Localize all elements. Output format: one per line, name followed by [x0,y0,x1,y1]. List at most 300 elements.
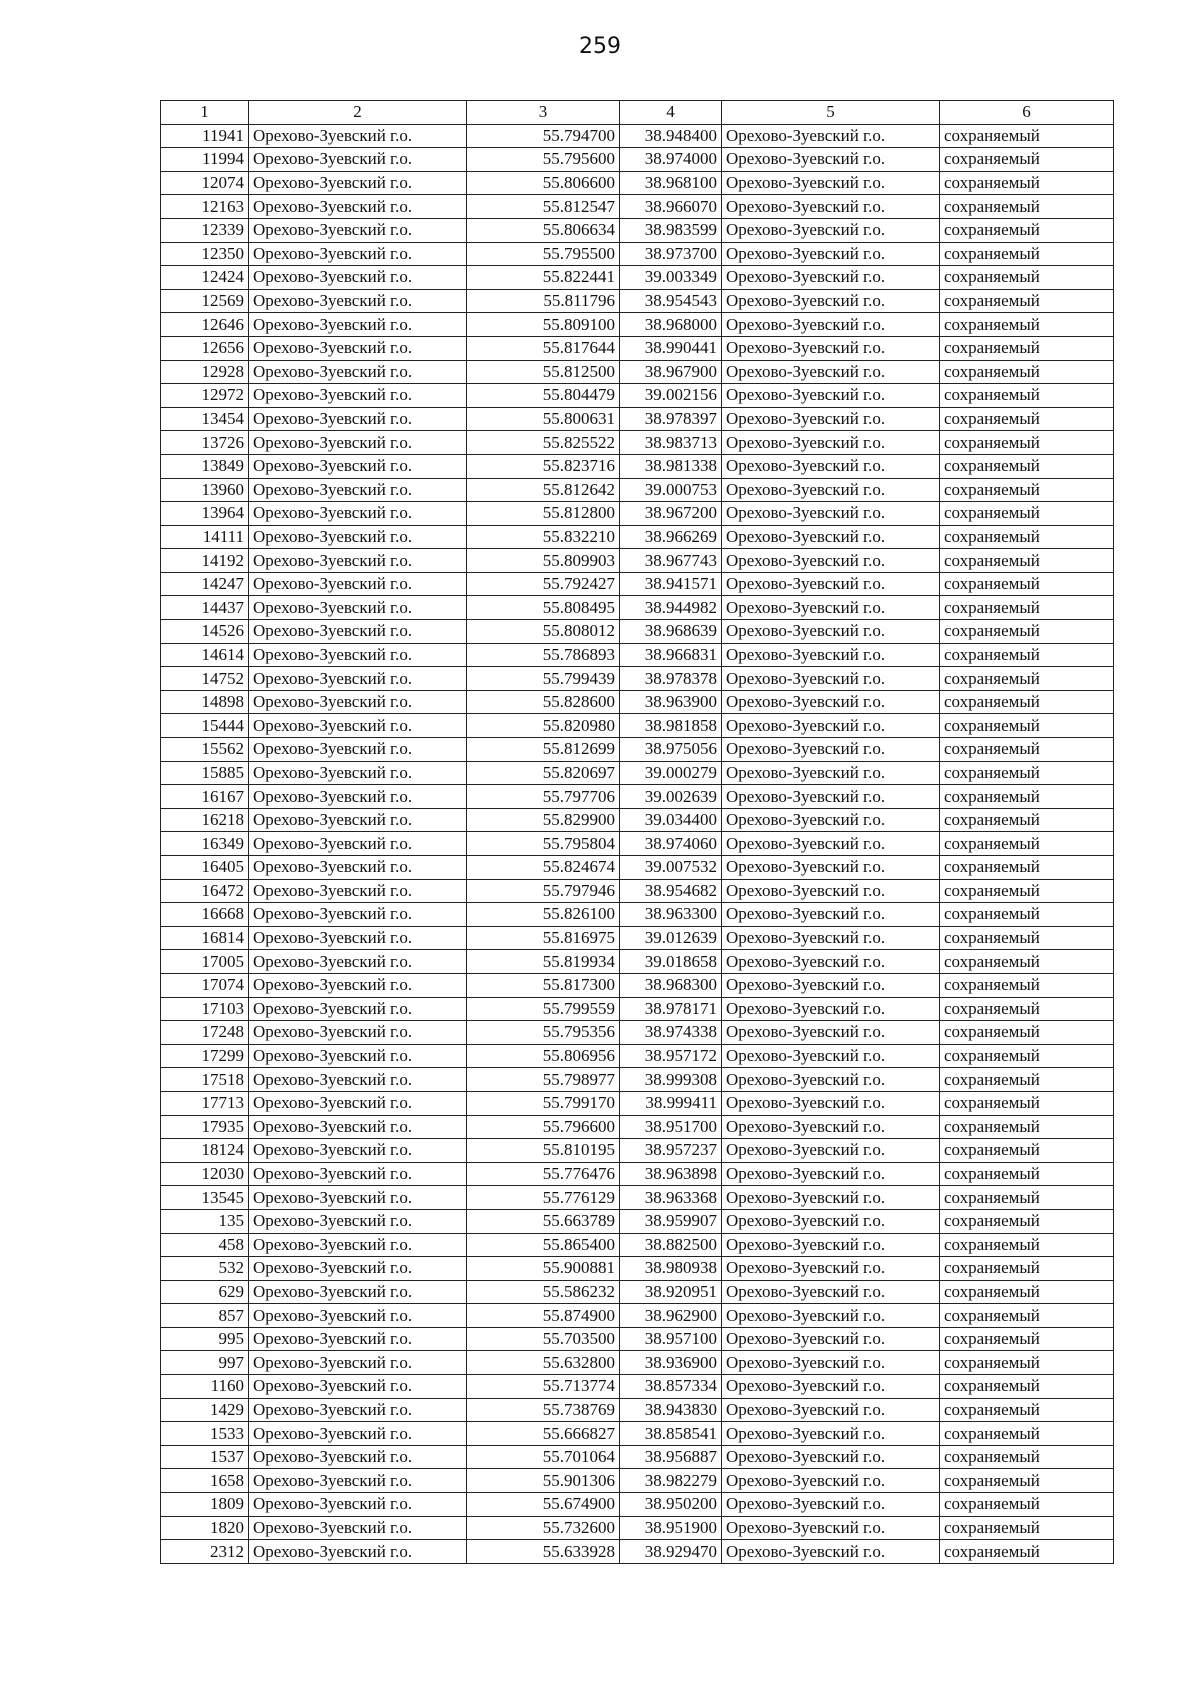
settlement-cell: Орехово-Зуевский г.о. [722,856,940,880]
row-number-cell: 15444 [161,714,249,738]
settlement-cell: Орехово-Зуевский г.о. [722,148,940,172]
longitude-cell: 38.857334 [620,1375,722,1399]
longitude-cell: 39.007532 [620,856,722,880]
longitude-cell: 38.959907 [620,1209,722,1233]
status-cell: сохраняемый [940,454,1114,478]
municipality-cell: Орехово-Зуевский г.о. [249,171,467,195]
status-cell: сохраняемый [940,336,1114,360]
row-number-cell: 13454 [161,407,249,431]
table-row [161,1139,1114,1163]
table-row [161,360,1114,384]
row-number-cell: 16814 [161,926,249,950]
longitude-cell: 38.966269 [620,525,722,549]
longitude-cell: 38.943830 [620,1398,722,1422]
latitude-cell: 55.796600 [467,1115,620,1139]
longitude-cell: 38.983599 [620,218,722,242]
column-header: 3 [467,101,620,125]
longitude-cell: 38.978378 [620,667,722,691]
table-row [161,1233,1114,1257]
table-row [161,1257,1114,1281]
latitude-cell: 55.810195 [467,1139,620,1163]
municipality-cell: Орехово-Зуевский г.о. [249,549,467,573]
status-cell: сохраняемый [940,1044,1114,1068]
latitude-cell: 55.776476 [467,1162,620,1186]
settlement-cell: Орехово-Зуевский г.о. [722,1209,940,1233]
row-number-cell: 11941 [161,124,249,148]
table-row [161,171,1114,195]
latitude-cell: 55.794700 [467,124,620,148]
longitude-cell: 38.975056 [620,738,722,762]
longitude-cell: 38.968100 [620,171,722,195]
column-header: 1 [161,101,249,125]
status-cell: сохраняемый [940,690,1114,714]
longitude-cell: 38.941571 [620,572,722,596]
status-cell: сохраняемый [940,289,1114,313]
row-number-cell: 12030 [161,1162,249,1186]
status-cell: сохраняемый [940,950,1114,974]
row-number-cell: 1533 [161,1422,249,1446]
status-cell: сохраняемый [940,667,1114,691]
municipality-cell: Орехово-Зуевский г.о. [249,1021,467,1045]
settlement-cell: Орехово-Зуевский г.о. [722,407,940,431]
latitude-cell: 55.799439 [467,667,620,691]
longitude-cell: 39.000279 [620,761,722,785]
row-number-cell: 14111 [161,525,249,549]
table-row [161,1280,1114,1304]
status-cell: сохраняемый [940,1516,1114,1540]
table-row [161,407,1114,431]
longitude-cell: 38.983713 [620,431,722,455]
municipality-cell: Орехово-Зуевский г.о. [249,384,467,408]
settlement-cell: Орехово-Зуевский г.о. [722,1021,940,1045]
latitude-cell: 55.800631 [467,407,620,431]
status-cell: сохраняемый [940,148,1114,172]
longitude-cell: 38.973700 [620,242,722,266]
settlement-cell: Орехово-Зуевский г.о. [722,690,940,714]
table-row [161,266,1114,290]
table-row [161,1422,1114,1446]
latitude-cell: 55.795804 [467,832,620,856]
longitude-cell: 38.966831 [620,643,722,667]
latitude-cell: 55.808495 [467,596,620,620]
latitude-cell: 55.792427 [467,572,620,596]
settlement-cell: Орехово-Зуевский г.о. [722,289,940,313]
status-cell: сохраняемый [940,431,1114,455]
longitude-cell: 38.966070 [620,195,722,219]
municipality-cell: Орехово-Зуевский г.о. [249,1398,467,1422]
row-number-cell: 1809 [161,1493,249,1517]
longitude-cell: 38.968639 [620,620,722,644]
settlement-cell: Орехово-Зуевский г.о. [722,1091,940,1115]
latitude-cell: 55.809903 [467,549,620,573]
longitude-cell: 38.978171 [620,997,722,1021]
row-number-cell: 18124 [161,1139,249,1163]
municipality-cell: Орехово-Зуевский г.о. [249,1327,467,1351]
municipality-cell: Орехово-Зуевский г.о. [249,879,467,903]
longitude-cell: 38.980938 [620,1257,722,1281]
longitude-cell: 38.967743 [620,549,722,573]
municipality-cell: Орехово-Зуевский г.о. [249,903,467,927]
latitude-cell: 55.809100 [467,313,620,337]
municipality-cell: Орехово-Зуевский г.о. [249,973,467,997]
table-row [161,1375,1114,1399]
status-cell: сохраняемый [940,785,1114,809]
longitude-cell: 38.981338 [620,454,722,478]
longitude-cell: 38.981858 [620,714,722,738]
longitude-cell: 39.034400 [620,808,722,832]
row-number-cell: 12424 [161,266,249,290]
status-cell: сохраняемый [940,926,1114,950]
settlement-cell: Орехово-Зуевский г.о. [722,1375,940,1399]
row-number-cell: 16167 [161,785,249,809]
municipality-cell: Орехово-Зуевский г.о. [249,431,467,455]
row-number-cell: 532 [161,1257,249,1281]
municipality-cell: Орехово-Зуевский г.о. [249,218,467,242]
municipality-cell: Орехово-Зуевский г.о. [249,1115,467,1139]
municipality-cell: Орехово-Зуевский г.о. [249,1044,467,1068]
latitude-cell: 55.816975 [467,926,620,950]
municipality-cell: Орехово-Зуевский г.о. [249,1068,467,1092]
municipality-cell: Орехово-Зуевский г.о. [249,738,467,762]
longitude-cell: 38.944982 [620,596,722,620]
header-row [161,101,1114,125]
table-row [161,761,1114,785]
table-row [161,620,1114,644]
row-number-cell: 12339 [161,218,249,242]
latitude-cell: 55.822441 [467,266,620,290]
row-number-cell: 2312 [161,1540,249,1564]
status-cell: сохраняемый [940,879,1114,903]
settlement-cell: Орехово-Зуевский г.о. [722,1233,940,1257]
status-cell: сохраняемый [940,643,1114,667]
status-cell: сохраняемый [940,1021,1114,1045]
latitude-cell: 55.825522 [467,431,620,455]
table-row [161,1304,1114,1328]
municipality-cell: Орехово-Зуевский г.о. [249,1304,467,1328]
municipality-cell: Орехово-Зуевский г.о. [249,1469,467,1493]
settlement-cell: Орехово-Зуевский г.о. [722,1186,940,1210]
municipality-cell: Орехово-Зуевский г.о. [249,407,467,431]
municipality-cell: Орехово-Зуевский г.о. [249,926,467,950]
municipality-cell: Орехово-Зуевский г.о. [249,1445,467,1469]
latitude-cell: 55.817644 [467,336,620,360]
row-number-cell: 995 [161,1327,249,1351]
row-number-cell: 135 [161,1209,249,1233]
latitude-cell: 55.703500 [467,1327,620,1351]
table-row [161,1186,1114,1210]
row-number-cell: 13545 [161,1186,249,1210]
row-number-cell: 13849 [161,454,249,478]
table-row [161,903,1114,927]
table-row [161,1021,1114,1045]
municipality-cell: Орехово-Зуевский г.о. [249,242,467,266]
table-row [161,502,1114,526]
table-row [161,1540,1114,1564]
table-row [161,289,1114,313]
settlement-cell: Орехово-Зуевский г.о. [722,1257,940,1281]
settlement-cell: Орехово-Зуевский г.о. [722,1068,940,1092]
longitude-cell: 38.967900 [620,360,722,384]
status-cell: сохраняемый [940,1209,1114,1233]
municipality-cell: Орехово-Зуевский г.о. [249,643,467,667]
latitude-cell: 55.795500 [467,242,620,266]
row-number-cell: 16218 [161,808,249,832]
longitude-cell: 38.974000 [620,148,722,172]
municipality-cell: Орехово-Зуевский г.о. [249,572,467,596]
latitude-cell: 55.795600 [467,148,620,172]
table-row [161,738,1114,762]
latitude-cell: 55.797706 [467,785,620,809]
row-number-cell: 16668 [161,903,249,927]
longitude-cell: 38.951900 [620,1516,722,1540]
row-number-cell: 12656 [161,336,249,360]
row-number-cell: 15885 [161,761,249,785]
municipality-cell: Орехово-Зуевский г.о. [249,714,467,738]
settlement-cell: Орехово-Зуевский г.о. [722,1469,940,1493]
settlement-cell: Орехово-Зуевский г.о. [722,1044,940,1068]
table-row [161,667,1114,691]
latitude-cell: 55.811796 [467,289,620,313]
status-cell: сохраняемый [940,124,1114,148]
latitude-cell: 55.806600 [467,171,620,195]
latitude-cell: 55.806634 [467,218,620,242]
settlement-cell: Орехово-Зуевский г.о. [722,1280,940,1304]
row-number-cell: 1160 [161,1375,249,1399]
longitude-cell: 38.956887 [620,1445,722,1469]
table-row [161,1469,1114,1493]
column-header: 5 [722,101,940,125]
municipality-cell: Орехово-Зуевский г.о. [249,502,467,526]
longitude-cell: 39.002156 [620,384,722,408]
row-number-cell: 11994 [161,148,249,172]
status-cell: сохраняемый [940,1398,1114,1422]
settlement-cell: Орехово-Зуевский г.о. [722,431,940,455]
latitude-cell: 55.776129 [467,1186,620,1210]
row-number-cell: 1429 [161,1398,249,1422]
row-number-cell: 14614 [161,643,249,667]
municipality-cell: Орехово-Зуевский г.о. [249,690,467,714]
settlement-cell: Орехово-Зуевский г.о. [722,266,940,290]
settlement-cell: Орехово-Зуевский г.о. [722,218,940,242]
row-number-cell: 12972 [161,384,249,408]
settlement-cell: Орехово-Зуевский г.о. [722,171,940,195]
latitude-cell: 55.799170 [467,1091,620,1115]
longitude-cell: 38.968000 [620,313,722,337]
status-cell: сохраняемый [940,761,1114,785]
settlement-cell: Орехово-Зуевский г.о. [722,336,940,360]
municipality-cell: Орехово-Зуевский г.о. [249,1280,467,1304]
table-row [161,643,1114,667]
latitude-cell: 55.823716 [467,454,620,478]
table-row [161,1445,1114,1469]
longitude-cell: 38.990441 [620,336,722,360]
table-row [161,1493,1114,1517]
table-row [161,336,1114,360]
longitude-cell: 39.003349 [620,266,722,290]
longitude-cell: 38.954543 [620,289,722,313]
status-cell: сохраняемый [940,738,1114,762]
status-cell: сохраняемый [940,384,1114,408]
settlement-cell: Орехово-Зуевский г.о. [722,1516,940,1540]
longitude-cell: 39.012639 [620,926,722,950]
settlement-cell: Орехово-Зуевский г.о. [722,124,940,148]
settlement-cell: Орехово-Зуевский г.о. [722,1139,940,1163]
municipality-cell: Орехово-Зуевский г.о. [249,124,467,148]
latitude-cell: 55.812800 [467,502,620,526]
longitude-cell: 38.974338 [620,1021,722,1045]
status-cell: сохраняемый [940,1327,1114,1351]
municipality-cell: Орехово-Зуевский г.о. [249,1540,467,1564]
row-number-cell: 17935 [161,1115,249,1139]
row-number-cell: 17103 [161,997,249,1021]
longitude-cell: 38.967200 [620,502,722,526]
table-row [161,431,1114,455]
longitude-cell: 38.982279 [620,1469,722,1493]
settlement-cell: Орехово-Зуевский г.о. [722,973,940,997]
municipality-cell: Орехово-Зуевский г.о. [249,1162,467,1186]
column-header: 2 [249,101,467,125]
row-number-cell: 12074 [161,171,249,195]
longitude-cell: 38.951700 [620,1115,722,1139]
status-cell: сохраняемый [940,502,1114,526]
settlement-cell: Орехово-Зуевский г.о. [722,1162,940,1186]
settlement-cell: Орехово-Зуевский г.о. [722,384,940,408]
row-number-cell: 15562 [161,738,249,762]
latitude-cell: 55.812699 [467,738,620,762]
table-row [161,1044,1114,1068]
table-row [161,1398,1114,1422]
municipality-cell: Орехово-Зуевский г.о. [249,620,467,644]
row-number-cell: 14192 [161,549,249,573]
latitude-cell: 55.806956 [467,1044,620,1068]
table-row [161,973,1114,997]
settlement-cell: Орехово-Зуевский г.о. [722,572,940,596]
table-row [161,690,1114,714]
row-number-cell: 12350 [161,242,249,266]
longitude-cell: 38.962900 [620,1304,722,1328]
longitude-cell: 38.858541 [620,1422,722,1446]
status-cell: сохраняемый [940,1540,1114,1564]
status-cell: сохраняемый [940,832,1114,856]
latitude-cell: 55.828600 [467,690,620,714]
row-number-cell: 12569 [161,289,249,313]
municipality-cell: Орехово-Зуевский г.о. [249,478,467,502]
column-header: 4 [620,101,722,125]
status-cell: сохраняемый [940,266,1114,290]
table-row [161,549,1114,573]
municipality-cell: Орехово-Зуевский г.о. [249,1186,467,1210]
municipality-cell: Орехово-Зуевский г.о. [249,195,467,219]
row-number-cell: 17518 [161,1068,249,1092]
status-cell: сохраняемый [940,549,1114,573]
table-row [161,148,1114,172]
row-number-cell: 16405 [161,856,249,880]
status-cell: сохраняемый [940,997,1114,1021]
settlement-cell: Орехово-Зуевский г.о. [722,1304,940,1328]
latitude-cell: 55.817300 [467,973,620,997]
settlement-cell: Орехово-Зуевский г.о. [722,832,940,856]
longitude-cell: 38.978397 [620,407,722,431]
latitude-cell: 55.820697 [467,761,620,785]
longitude-cell: 38.999411 [620,1091,722,1115]
longitude-cell: 38.999308 [620,1068,722,1092]
latitude-cell: 55.865400 [467,1233,620,1257]
longitude-cell: 38.929470 [620,1540,722,1564]
settlement-cell: Орехово-Зуевский г.о. [722,950,940,974]
table-row [161,950,1114,974]
municipality-cell: Орехово-Зуевский г.о. [249,785,467,809]
table-row [161,454,1114,478]
status-cell: сохраняемый [940,1493,1114,1517]
latitude-cell: 55.799559 [467,997,620,1021]
row-number-cell: 13726 [161,431,249,455]
longitude-cell: 38.968300 [620,973,722,997]
municipality-cell: Орехово-Зуевский г.о. [249,950,467,974]
row-number-cell: 1537 [161,1445,249,1469]
status-cell: сохраняемый [940,525,1114,549]
settlement-cell: Орехово-Зуевский г.о. [722,195,940,219]
table-row [161,596,1114,620]
table-row [161,124,1114,148]
municipality-cell: Орехово-Зуевский г.о. [249,1233,467,1257]
municipality-cell: Орехово-Зуевский г.о. [249,808,467,832]
page-number: 259 [579,34,621,59]
status-cell: сохраняемый [940,1257,1114,1281]
table-row [161,218,1114,242]
table-row [161,195,1114,219]
municipality-cell: Орехово-Зуевский г.о. [249,596,467,620]
status-cell: сохраняемый [940,407,1114,431]
status-cell: сохраняемый [940,714,1114,738]
longitude-cell: 38.957172 [620,1044,722,1068]
settlement-cell: Орехово-Зуевский г.о. [722,1422,940,1446]
row-number-cell: 1820 [161,1516,249,1540]
longitude-cell: 38.963900 [620,690,722,714]
table-row [161,926,1114,950]
status-cell: сохраняемый [940,313,1114,337]
latitude-cell: 55.632800 [467,1351,620,1375]
row-number-cell: 17005 [161,950,249,974]
status-cell: сохраняемый [940,808,1114,832]
data-table [160,100,1114,1564]
status-cell: сохраняемый [940,973,1114,997]
latitude-cell: 55.798977 [467,1068,620,1092]
status-cell: сохраняемый [940,171,1114,195]
latitude-cell: 55.812500 [467,360,620,384]
row-number-cell: 17299 [161,1044,249,1068]
latitude-cell: 55.819934 [467,950,620,974]
row-number-cell: 14526 [161,620,249,644]
row-number-cell: 17248 [161,1021,249,1045]
longitude-cell: 38.957237 [620,1139,722,1163]
municipality-cell: Орехово-Зуевский г.о. [249,1139,467,1163]
municipality-cell: Орехово-Зуевский г.о. [249,360,467,384]
latitude-cell: 55.832210 [467,525,620,549]
table-row [161,785,1114,809]
settlement-cell: Орехово-Зуевский г.о. [722,997,940,1021]
table-row [161,313,1114,337]
settlement-cell: Орехово-Зуевский г.о. [722,785,940,809]
latitude-cell: 55.713774 [467,1375,620,1399]
latitude-cell: 55.808012 [467,620,620,644]
longitude-cell: 38.936900 [620,1351,722,1375]
latitude-cell: 55.812642 [467,478,620,502]
table-row [161,1068,1114,1092]
latitude-cell: 55.874900 [467,1304,620,1328]
municipality-cell: Орехово-Зуевский г.о. [249,1257,467,1281]
longitude-cell: 39.000753 [620,478,722,502]
table-row [161,832,1114,856]
